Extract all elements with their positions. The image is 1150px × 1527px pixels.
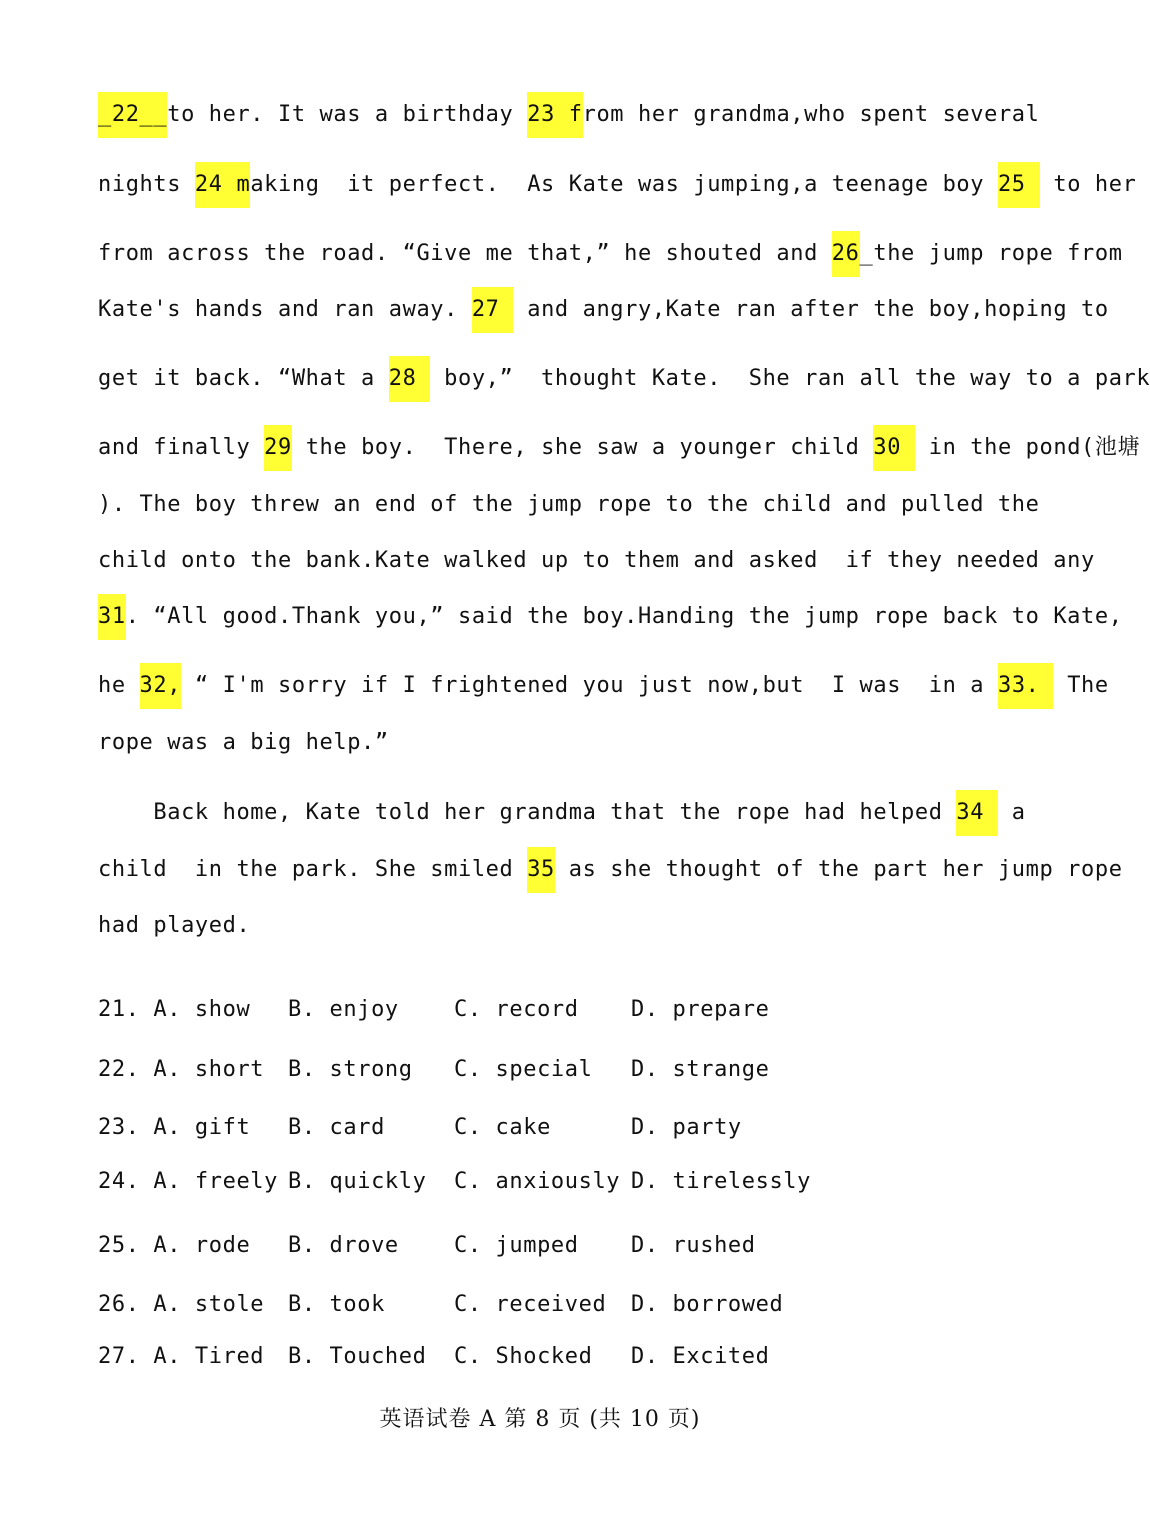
- option-d: D. party: [631, 1115, 742, 1140]
- question-options: [98, 995, 998, 1025]
- passage-line: _22__to her. It was a birthday 23 from her grandma,who spent several: [98, 100, 1040, 130]
- blank-33: 33.: [998, 663, 1053, 709]
- passage-line: had played.: [98, 913, 251, 938]
- option-a: 26. A. stole: [98, 1292, 265, 1317]
- option-c: C. jumped: [454, 1233, 579, 1258]
- blank-28: 28: [389, 356, 431, 402]
- passage-line: rope was a big help.”: [98, 730, 389, 755]
- option-b: B. Touched: [288, 1344, 427, 1369]
- blank-32: 32,: [140, 663, 182, 709]
- blank-29: 29: [264, 425, 292, 471]
- option-d: D. tirelessly: [631, 1169, 811, 1194]
- passage-line: Kate's hands and ran away. 27 and angry,Kate ran after the boy,hoping to: [98, 295, 1109, 325]
- option-d: D. rushed: [631, 1233, 756, 1258]
- question-options: [98, 1113, 998, 1143]
- passage-line: ). The boy threw an end of the jump rope to the child and pulled the: [98, 492, 1040, 517]
- option-d: D. Excited: [631, 1344, 770, 1369]
- option-c: C. anxiously: [454, 1169, 621, 1194]
- blank-24: 24 m: [195, 162, 250, 208]
- option-b: B. took: [288, 1292, 385, 1317]
- blank-31: 31: [98, 594, 126, 640]
- page-footer: 英语试卷 A 第 8 页 (共 10 页): [379, 1407, 701, 1432]
- option-d: D. prepare: [631, 997, 770, 1022]
- blank-25: 25: [998, 162, 1040, 208]
- passage-line: nights 24 making it perfect. As Kate was jumping,a teenage boy 25 to her: [98, 170, 1136, 200]
- passage-line: Back home, Kate told her grandma that the rope had helped 34 a: [98, 798, 1026, 828]
- question-options: [98, 1342, 998, 1372]
- question-options: [98, 1231, 998, 1261]
- option-a: 24. A. freely: [98, 1169, 278, 1194]
- passage-line: 31. “All good.Thank you,” said the boy.Handing the jump rope back to Kate,: [98, 602, 1123, 632]
- option-b: B. enjoy: [288, 997, 399, 1022]
- option-b: B. drove: [288, 1233, 399, 1258]
- passage-line: from across the road. “Give me that,” he shouted and 26_the jump rope from: [98, 239, 1123, 269]
- blank-23: 23 f: [527, 92, 582, 138]
- blank-30: 30: [873, 425, 915, 471]
- option-d: D. borrowed: [631, 1292, 784, 1317]
- blank-26: 26: [832, 231, 860, 277]
- option-a: 25. A. rode: [98, 1233, 251, 1258]
- passage-line: and finally 29 the boy. There, she saw a younger child 30 in the pond(池塘: [98, 433, 1140, 463]
- option-a: 27. A. Tired: [98, 1344, 265, 1369]
- option-d: D. strange: [631, 1057, 770, 1082]
- passage-line: child in the park. She smiled 35 as she thought of the part her jump rope: [98, 855, 1123, 885]
- option-b: B. card: [288, 1115, 385, 1140]
- passage-line: get it back. “What a 28 boy,” thought Kate. She ran all the way to a park: [98, 364, 1150, 394]
- blank-35: 35: [527, 847, 555, 893]
- option-c: C. special: [454, 1057, 593, 1082]
- option-a: 23. A. gift: [98, 1115, 251, 1140]
- passage-line: he 32, “ I'm sorry if I frightened you just now,but I was in a 33. The: [98, 671, 1109, 701]
- passage-line: child onto the bank.Kate walked up to them and asked if they needed any: [98, 548, 1095, 573]
- option-c: C. received: [454, 1292, 607, 1317]
- option-b: B. strong: [288, 1057, 413, 1082]
- option-c: C. Shocked: [454, 1344, 593, 1369]
- option-b: B. quickly: [288, 1169, 427, 1194]
- option-a: 21. A. show: [98, 997, 251, 1022]
- blank-22: _22__: [98, 92, 167, 138]
- question-options: [98, 1167, 998, 1197]
- question-options: [98, 1290, 998, 1320]
- blank-34: 34: [956, 790, 998, 836]
- question-options: [98, 1055, 998, 1085]
- option-c: C. cake: [454, 1115, 551, 1140]
- blank-27: 27: [472, 287, 514, 333]
- option-c: C. record: [454, 997, 579, 1022]
- option-a: 22. A. short: [98, 1057, 265, 1082]
